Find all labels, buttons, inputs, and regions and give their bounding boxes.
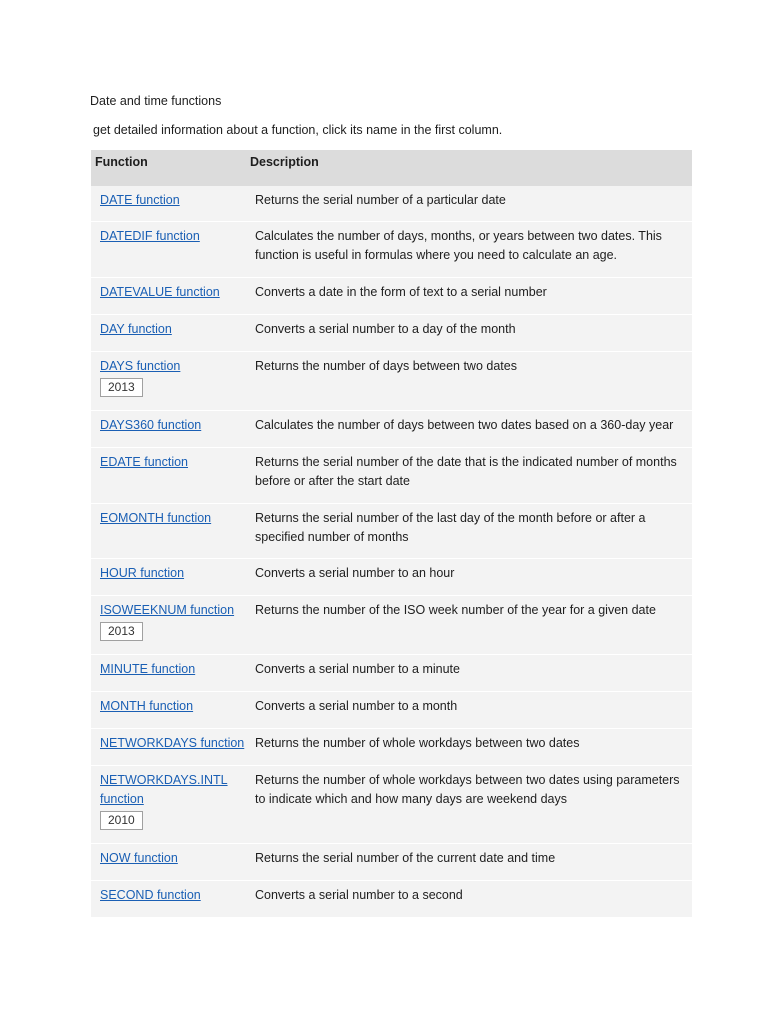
- table-row: [91, 766, 692, 844]
- description-cell: Returns the number of whole workdays between two dates using parameters to indicate which and how many days are weekend days: [255, 773, 680, 806]
- function-link[interactable]: DAYS function: [100, 359, 181, 373]
- description-cell: Calculates the number of days, months, or years between two dates. This function is useful in formulas where you need to calculate an age.: [255, 229, 662, 262]
- function-link[interactable]: EDATE function: [100, 455, 189, 469]
- function-link[interactable]: DAYS360 function: [100, 418, 202, 432]
- description-cell: Returns the serial number of the current date and time: [255, 851, 556, 865]
- table-row: [91, 222, 692, 278]
- table-body: [91, 186, 692, 918]
- function-link[interactable]: NETWORKDAYS function: [100, 736, 245, 750]
- table-row: [91, 655, 692, 692]
- table-row: [91, 729, 692, 766]
- column-header-description: Description: [250, 155, 319, 169]
- function-link[interactable]: MONTH function: [100, 699, 194, 713]
- function-cell: [100, 191, 248, 210]
- function-cell: [100, 697, 248, 716]
- table-row: [91, 504, 692, 559]
- intro-text: get detailed information about a function, click its name in the first column.: [93, 123, 503, 137]
- table-row: [91, 692, 692, 729]
- row-divider: [91, 917, 692, 918]
- description-cell: Returns the number of days between two dates: [255, 359, 517, 373]
- table-header: [91, 150, 692, 186]
- description-cell: Converts a serial number to a minute: [255, 662, 460, 676]
- function-cell: [100, 660, 248, 679]
- function-link[interactable]: DAY function: [100, 322, 172, 336]
- description-cell: Calculates the number of days between two dates based on a 360-day year: [255, 418, 674, 432]
- table-row: [91, 596, 692, 655]
- function-link[interactable]: DATE function: [100, 193, 180, 207]
- table-row: [91, 186, 692, 222]
- description-cell: Returns the serial number of the date that is the indicated number of months before or after the start date: [255, 455, 677, 488]
- function-link[interactable]: NETWORKDAYS.INTL function: [100, 773, 228, 806]
- functions-table: [91, 150, 692, 918]
- version-badge: 2010: [100, 811, 143, 830]
- function-link[interactable]: MINUTE function: [100, 662, 196, 676]
- table-row: [91, 411, 692, 448]
- function-link[interactable]: HOUR function: [100, 566, 185, 580]
- description-cell: Converts a serial number to a second: [255, 888, 463, 902]
- description-cell: Converts a date in the form of text to a serial number: [255, 285, 547, 299]
- table-row: [91, 844, 692, 881]
- version-badge: 2013: [100, 622, 143, 641]
- version-badge: 2013: [100, 378, 143, 397]
- table-row: [91, 352, 692, 411]
- function-cell: [100, 320, 248, 339]
- function-link[interactable]: DATEVALUE function: [100, 285, 220, 299]
- table-row: [91, 278, 692, 315]
- description-cell: Converts a serial number to a day of the month: [255, 322, 516, 336]
- function-link[interactable]: EOMONTH function: [100, 511, 212, 525]
- function-cell: [100, 453, 248, 472]
- function-cell: [100, 227, 248, 246]
- table-row: [91, 448, 692, 504]
- function-link[interactable]: NOW function: [100, 851, 178, 865]
- table-row: [91, 315, 692, 352]
- function-cell: [100, 771, 248, 830]
- column-header-function: Function: [95, 155, 148, 169]
- description-cell: Converts a serial number to a month: [255, 699, 458, 713]
- function-link[interactable]: SECOND function: [100, 888, 201, 902]
- description-cell: Returns the number of the ISO week number of the year for a given date: [255, 603, 656, 617]
- function-cell: [100, 849, 248, 868]
- function-cell: [100, 283, 248, 302]
- function-link[interactable]: ISOWEEKNUM function: [100, 603, 235, 617]
- function-cell: [100, 564, 248, 583]
- function-cell: [100, 886, 248, 905]
- table-row: [91, 881, 692, 918]
- function-link[interactable]: DATEDIF function: [100, 229, 200, 243]
- description-cell: Converts a serial number to an hour: [255, 566, 455, 580]
- page-heading: Date and time functions: [90, 94, 222, 108]
- description-cell: Returns the serial number of the last day of the month before or after a specified number of months: [255, 511, 646, 544]
- table-row: [91, 559, 692, 596]
- function-cell: [100, 357, 248, 397]
- function-cell: [100, 416, 248, 435]
- description-cell: Returns the serial number of a particular date: [255, 193, 506, 207]
- function-cell: [100, 509, 248, 528]
- description-cell: Returns the number of whole workdays between two dates: [255, 736, 580, 750]
- function-cell: [100, 601, 248, 641]
- function-cell: [100, 734, 248, 753]
